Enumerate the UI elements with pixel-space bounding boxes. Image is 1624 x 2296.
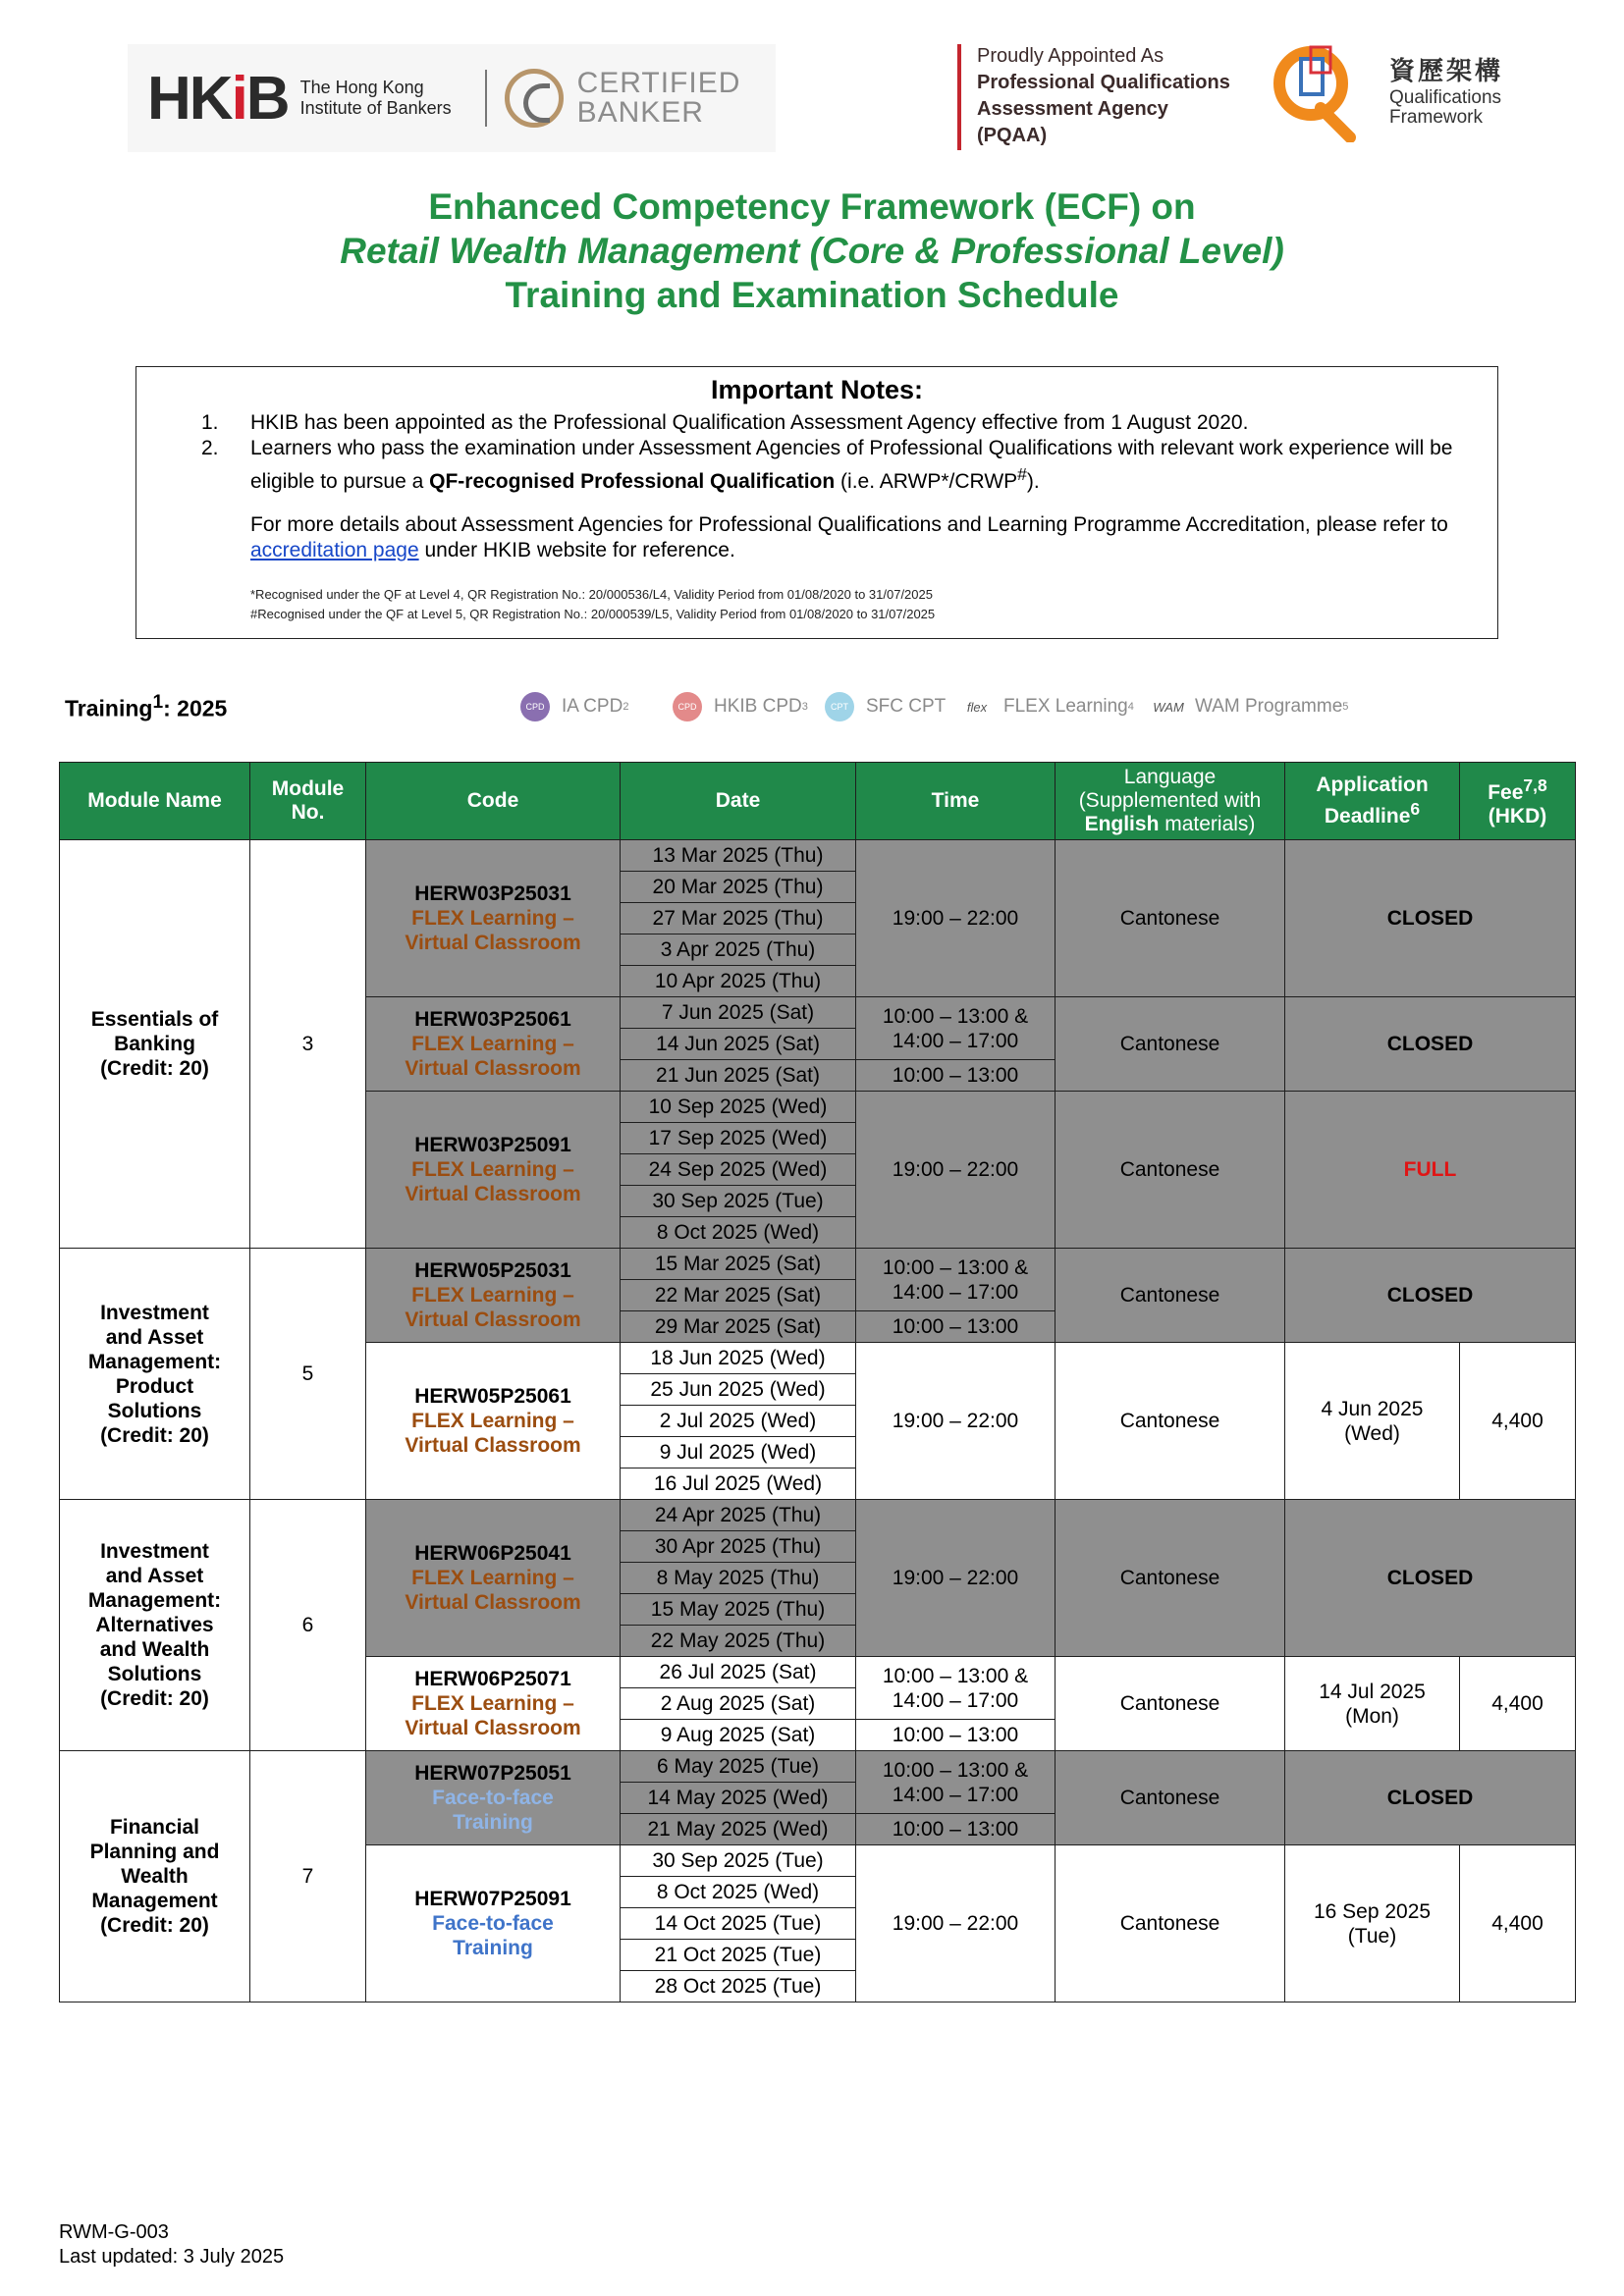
document-code: RWM-G-003 bbox=[59, 2221, 169, 2243]
class-time-cell bbox=[856, 1249, 1056, 1311]
class-code-cell bbox=[366, 1845, 621, 2002]
application-deadline-cell bbox=[1285, 1845, 1460, 2002]
module-name-line: Management: bbox=[87, 1350, 222, 1373]
class-time-cell bbox=[856, 1845, 1056, 2002]
hkib-cpd-icon: CPD bbox=[673, 692, 702, 721]
class-date: 8 Oct 2025 (Wed) bbox=[621, 1877, 856, 1908]
class-code: HERW07P25051 bbox=[414, 1762, 571, 1785]
class-code-cell bbox=[366, 1092, 621, 1249]
footnote-arwp: *Recognised under the QF at Level 4, QR Registration No.: 20/000536/L4, Validity Period from 01/08/2020 to 31/07/2025 bbox=[250, 587, 933, 602]
delivery-mode: Virtual Classroom bbox=[405, 932, 581, 954]
class-date: 22 May 2025 (Thu) bbox=[621, 1626, 856, 1657]
language-cell: Cantonese bbox=[1056, 997, 1285, 1092]
col-module-no-line-2: No. bbox=[291, 801, 325, 824]
certified-line-2: BANKER bbox=[576, 96, 704, 129]
application-deadline: 14 Jul 2025 bbox=[1319, 1680, 1426, 1703]
application-deadline: 4 Jun 2025 bbox=[1321, 1397, 1424, 1420]
application-deadline-cell bbox=[1285, 1657, 1460, 1751]
delivery-mode: Virtual Classroom bbox=[405, 1434, 581, 1457]
class-date: 29 Mar 2025 (Sat) bbox=[621, 1311, 856, 1343]
class-time: 19:00 – 22:00 bbox=[892, 1912, 1019, 1935]
module-name-line: (Credit: 20) bbox=[100, 1914, 209, 1937]
class-date: 14 Oct 2025 (Tue) bbox=[621, 1908, 856, 1940]
language-cell: Cantonese bbox=[1056, 1500, 1285, 1657]
class-code: HERW06P25071 bbox=[414, 1668, 571, 1690]
col-deadline-line-2: Deadline bbox=[1324, 805, 1411, 828]
class-time: 10:00 – 13:00 bbox=[892, 1818, 1019, 1841]
class-date: 9 Jul 2025 (Wed) bbox=[621, 1437, 856, 1468]
legend-superscript: 3 bbox=[801, 701, 808, 713]
class-time: 14:00 – 17:00 bbox=[892, 1783, 1019, 1806]
delivery-mode: Virtual Classroom bbox=[405, 1183, 581, 1205]
certified-banker-text bbox=[577, 69, 741, 128]
schedule-body bbox=[60, 840, 1576, 2002]
legend-item bbox=[673, 687, 808, 726]
page-footer bbox=[59, 2220, 284, 2269]
class-time-cell bbox=[856, 1060, 1056, 1092]
pqaa-line-4: (PQAA) bbox=[977, 125, 1048, 146]
class-date: 7 Jun 2025 (Sat) bbox=[621, 997, 856, 1029]
module-number-cell: 5 bbox=[250, 1249, 366, 1500]
delivery-mode: Training bbox=[453, 1937, 533, 1959]
class-date: 2 Aug 2025 (Sat) bbox=[621, 1688, 856, 1720]
language-cell: Cantonese bbox=[1056, 1845, 1285, 2002]
status-badge bbox=[1285, 1092, 1576, 1249]
status-text: CLOSED bbox=[1386, 907, 1474, 930]
pqaa-text bbox=[977, 43, 1230, 149]
class-time-cell bbox=[856, 1814, 1056, 1845]
language-cell: Cantonese bbox=[1056, 1751, 1285, 1845]
fee-cell: 4,400 bbox=[1460, 1343, 1576, 1500]
note-2-superscript: # bbox=[1017, 464, 1027, 484]
notes-heading: Important Notes: bbox=[711, 375, 923, 404]
class-time-cell bbox=[856, 1720, 1056, 1751]
class-date: 18 Jun 2025 (Wed) bbox=[621, 1343, 856, 1374]
language-cell: Cantonese bbox=[1056, 1343, 1285, 1500]
class-date: 24 Apr 2025 (Thu) bbox=[621, 1500, 856, 1531]
class-code: HERW06P25041 bbox=[414, 1542, 571, 1565]
note-3-text bbox=[250, 512, 1488, 563]
col-fee bbox=[1460, 763, 1576, 840]
page-title-line-2: Retail Wealth Management (Core & Professional Level) bbox=[340, 231, 1284, 271]
flex-learning-icon: flex bbox=[962, 692, 992, 721]
module-name-cell bbox=[60, 840, 250, 1249]
module-name-cell bbox=[60, 1751, 250, 2002]
module-number-cell: 3 bbox=[250, 840, 366, 1249]
page-title-line-3: Training and Examination Schedule bbox=[505, 275, 1119, 315]
class-date: 15 May 2025 (Thu) bbox=[621, 1594, 856, 1626]
last-updated: Last updated: 3 July 2025 bbox=[59, 2246, 285, 2268]
table-row bbox=[60, 1751, 1576, 1783]
module-name-line: and Wealth bbox=[99, 1638, 210, 1661]
class-date: 26 Jul 2025 (Sat) bbox=[621, 1657, 856, 1688]
page-title-line-1: Enhanced Competency Framework (ECF) on bbox=[428, 187, 1196, 227]
class-time-cell bbox=[856, 1092, 1056, 1249]
status-badge bbox=[1285, 1500, 1576, 1657]
certified-line-1: CERTIFIED bbox=[576, 67, 741, 99]
status-text: CLOSED bbox=[1386, 1787, 1474, 1809]
delivery-mode: FLEX Learning – bbox=[411, 1158, 574, 1181]
col-module-no bbox=[250, 763, 366, 840]
hkib-logo: HKiB bbox=[147, 64, 289, 133]
status-text: FULL bbox=[1403, 1158, 1457, 1181]
module-name-line: Wealth bbox=[121, 1865, 189, 1888]
note-1-number: 1. bbox=[201, 411, 219, 434]
qf-recognised-qualification: QF-recognised Professional Qualification bbox=[429, 470, 836, 493]
module-name-line: Product bbox=[115, 1374, 194, 1398]
application-deadline: 16 Sep 2025 bbox=[1313, 1899, 1432, 1923]
class-date: 14 Jun 2025 (Sat) bbox=[621, 1029, 856, 1060]
table-row bbox=[60, 1249, 1576, 1280]
fee-cell: 4,400 bbox=[1460, 1845, 1576, 2002]
application-deadline: (Mon) bbox=[1345, 1704, 1399, 1728]
class-date: 25 Jun 2025 (Wed) bbox=[621, 1374, 856, 1406]
class-date: 8 Oct 2025 (Wed) bbox=[621, 1217, 856, 1249]
hkib-certified-banker-logo bbox=[128, 44, 776, 152]
class-date: 9 Aug 2025 (Sat) bbox=[621, 1720, 856, 1751]
class-time-cell bbox=[856, 1500, 1056, 1657]
qf-english-name bbox=[1389, 88, 1501, 128]
col-code: Code bbox=[366, 763, 621, 840]
class-time-cell bbox=[856, 1657, 1056, 1720]
module-name-cell bbox=[60, 1500, 250, 1751]
class-code: HERW07P25091 bbox=[414, 1888, 571, 1910]
class-date: 30 Sep 2025 (Tue) bbox=[621, 1845, 856, 1877]
legend-item bbox=[825, 687, 946, 726]
status-text: CLOSED bbox=[1386, 1284, 1474, 1307]
logo-divider bbox=[485, 70, 487, 127]
class-code-cell bbox=[366, 1751, 621, 1845]
legend-item bbox=[520, 687, 628, 726]
class-code: HERW05P25061 bbox=[414, 1385, 571, 1408]
class-time: 10:00 – 13:00 & bbox=[882, 1255, 1029, 1279]
delivery-mode: Virtual Classroom bbox=[405, 1057, 581, 1080]
module-name-line: Management: bbox=[87, 1589, 222, 1612]
important-notes-box bbox=[135, 366, 1498, 639]
training-legend bbox=[520, 687, 1551, 726]
module-name-line: Alternatives bbox=[95, 1614, 214, 1636]
legend-superscript: 2 bbox=[623, 701, 629, 713]
institute-line-1: The Hong Kong bbox=[299, 78, 424, 97]
class-code: HERW03P25091 bbox=[414, 1134, 571, 1156]
class-time: 10:00 – 13:00 bbox=[892, 1724, 1019, 1746]
footnote-crwp: #Recognised under the QF at Level 5, QR Registration No.: 20/000539/L5, Validity Period from 01/08/2020 to 31/07/2025 bbox=[250, 607, 936, 621]
status-text: CLOSED bbox=[1386, 1033, 1474, 1055]
application-deadline: (Tue) bbox=[1347, 1924, 1397, 1948]
class-date: 14 May 2025 (Wed) bbox=[621, 1783, 856, 1814]
qf-en-line-1: Qualifications bbox=[1389, 87, 1502, 108]
fee-cell: 4,400 bbox=[1460, 1657, 1576, 1751]
class-time: 19:00 – 22:00 bbox=[892, 907, 1019, 930]
module-number-cell: 7 bbox=[250, 1751, 366, 2002]
pqaa-line-2: Professional Qualifications bbox=[977, 72, 1230, 93]
language-cell: Cantonese bbox=[1056, 1657, 1285, 1751]
schedule-table bbox=[59, 762, 1576, 2002]
table-header-row bbox=[60, 763, 1576, 840]
module-name-line: Investment bbox=[100, 1301, 209, 1324]
legend-label: IA CPD bbox=[562, 696, 623, 717]
delivery-mode: FLEX Learning – bbox=[411, 1410, 574, 1432]
col-language-line-1: Language bbox=[1123, 766, 1217, 788]
training-word: Training bbox=[65, 695, 153, 721]
class-date: 13 Mar 2025 (Thu) bbox=[621, 840, 856, 872]
status-badge bbox=[1285, 840, 1576, 997]
class-date: 15 Mar 2025 (Sat) bbox=[621, 1249, 856, 1280]
module-name-line: and Asset bbox=[105, 1565, 204, 1587]
language-cell: Cantonese bbox=[1056, 840, 1285, 997]
class-date: 17 Sep 2025 (Wed) bbox=[621, 1123, 856, 1154]
ia-cpd-icon: CPD bbox=[520, 692, 550, 721]
class-time: 14:00 – 17:00 bbox=[892, 1688, 1019, 1712]
class-time: 10:00 – 13:00 bbox=[892, 1315, 1019, 1338]
legend-label: FLEX Learning bbox=[1003, 696, 1128, 717]
training-superscript: 1 bbox=[152, 692, 164, 713]
class-code-cell bbox=[366, 840, 621, 997]
module-name-line: Management bbox=[91, 1890, 218, 1912]
application-deadline-cell bbox=[1285, 1343, 1460, 1500]
class-time: 10:00 – 13:00 & bbox=[882, 1664, 1029, 1687]
class-date: 16 Jul 2025 (Wed) bbox=[621, 1468, 856, 1500]
note-3-part-a: For more details about Assessment Agencies for Professional Qualifications and Learning Programme Accreditation, please refer to bbox=[250, 513, 1448, 536]
col-module-name: Module Name bbox=[60, 763, 250, 840]
module-name-line: Banking bbox=[114, 1033, 195, 1055]
table-row bbox=[60, 1500, 1576, 1531]
col-date: Date bbox=[621, 763, 856, 840]
delivery-mode: Face-to-face bbox=[432, 1787, 554, 1809]
class-time: 10:00 – 13:00 & bbox=[882, 1758, 1029, 1782]
status-badge bbox=[1285, 1249, 1576, 1343]
class-code: HERW03P25031 bbox=[414, 882, 571, 905]
delivery-mode: Virtual Classroom bbox=[405, 1308, 581, 1331]
col-language bbox=[1056, 763, 1285, 840]
class-date: 21 May 2025 (Wed) bbox=[621, 1814, 856, 1845]
module-name-line: Financial bbox=[109, 1816, 200, 1839]
class-date: 3 Apr 2025 (Thu) bbox=[621, 934, 856, 966]
note-2-text bbox=[250, 436, 1488, 495]
class-date: 24 Sep 2025 (Wed) bbox=[621, 1154, 856, 1186]
class-date: 30 Apr 2025 (Thu) bbox=[621, 1531, 856, 1563]
application-deadline: (Wed) bbox=[1344, 1421, 1400, 1445]
training-year-label bbox=[65, 692, 227, 722]
class-date: 27 Mar 2025 (Thu) bbox=[621, 903, 856, 934]
class-date: 21 Jun 2025 (Sat) bbox=[621, 1060, 856, 1092]
qf-en-line-2: Framework bbox=[1389, 107, 1484, 128]
class-time: 19:00 – 22:00 bbox=[892, 1567, 1019, 1589]
delivery-mode: Virtual Classroom bbox=[405, 1591, 581, 1614]
qualifications-framework-icon bbox=[1272, 39, 1360, 142]
module-name-line: Investment bbox=[100, 1540, 209, 1563]
class-code: HERW05P25031 bbox=[414, 1259, 571, 1282]
delivery-mode: Face-to-face bbox=[432, 1912, 554, 1935]
pqaa-line-3: Assessment Agency bbox=[977, 98, 1168, 120]
legend-label: SFC CPT bbox=[866, 696, 947, 717]
class-code-cell bbox=[366, 997, 621, 1092]
legend-label: HKIB CPD bbox=[714, 696, 802, 717]
pqaa-line-1: Proudly Appointed As bbox=[977, 45, 1164, 67]
class-code: HERW03P25061 bbox=[414, 1008, 571, 1031]
class-time-cell bbox=[856, 840, 1056, 997]
col-language-line-3: materials) bbox=[1159, 813, 1256, 835]
module-name-line: and Asset bbox=[105, 1325, 204, 1349]
language-cell: Cantonese bbox=[1056, 1092, 1285, 1249]
class-time: 14:00 – 17:00 bbox=[892, 1280, 1019, 1304]
class-time: 10:00 – 13:00 & bbox=[882, 1004, 1029, 1028]
qf-chinese-name: 資歷架構 bbox=[1389, 57, 1504, 86]
language-cell: Cantonese bbox=[1056, 1249, 1285, 1343]
class-time: 10:00 – 13:00 bbox=[892, 1064, 1019, 1087]
legend-superscript: 4 bbox=[1127, 701, 1134, 713]
note-2-number: 2. bbox=[201, 437, 219, 459]
training-year: : 2025 bbox=[163, 695, 228, 721]
institute-line-2: Institute of Bankers bbox=[299, 98, 452, 118]
delivery-mode: FLEX Learning – bbox=[411, 907, 574, 930]
class-code-cell bbox=[366, 1500, 621, 1657]
col-deadline-superscript: 6 bbox=[1410, 799, 1421, 819]
red-divider bbox=[957, 44, 961, 150]
class-date: 6 May 2025 (Tue) bbox=[621, 1751, 856, 1783]
col-fee-line-1: Fee bbox=[1488, 781, 1524, 804]
delivery-mode: FLEX Learning – bbox=[411, 1692, 574, 1715]
col-language-line-2: (Supplemented with bbox=[1078, 789, 1262, 812]
table-row bbox=[60, 840, 1576, 872]
delivery-mode: FLEX Learning – bbox=[411, 1284, 574, 1307]
class-date: 30 Sep 2025 (Tue) bbox=[621, 1186, 856, 1217]
pqaa-qf-logo bbox=[957, 39, 1527, 152]
class-code-cell bbox=[366, 1249, 621, 1343]
class-date: 2 Jul 2025 (Wed) bbox=[621, 1406, 856, 1437]
module-name-line: Solutions bbox=[107, 1663, 202, 1685]
class-time-cell bbox=[856, 997, 1056, 1060]
module-name-line: Essentials of bbox=[90, 1008, 219, 1031]
status-badge bbox=[1285, 997, 1576, 1092]
note-2-part-b: (i.e. ARWP*/CRWP bbox=[835, 470, 1018, 493]
accreditation-page-link[interactable]: accreditation page bbox=[250, 539, 419, 561]
class-date: 10 Sep 2025 (Wed) bbox=[621, 1092, 856, 1123]
note-3-part-b: under HKIB website for reference. bbox=[418, 539, 735, 561]
class-time-cell bbox=[856, 1311, 1056, 1343]
legend-item bbox=[1154, 687, 1348, 726]
class-code-cell bbox=[366, 1343, 621, 1500]
module-name-line: Solutions bbox=[107, 1399, 202, 1422]
note-2-part-a: Learners who pass the examination under Assessment Agencies of Professional Qualifications with relevant work experience will be eligible to pursue a bbox=[250, 437, 1453, 493]
col-time: Time bbox=[856, 763, 1056, 840]
module-number-cell: 6 bbox=[250, 1500, 366, 1751]
wam-programme-icon: WAM bbox=[1154, 692, 1183, 721]
certified-banker-icon bbox=[505, 69, 564, 128]
delivery-mode: Training bbox=[453, 1811, 533, 1834]
status-badge bbox=[1285, 1751, 1576, 1845]
legend-label: WAM Programme bbox=[1195, 696, 1343, 717]
module-name-line: (Credit: 20) bbox=[100, 1057, 209, 1080]
module-name-line: Planning and bbox=[89, 1841, 220, 1863]
class-date: 22 Mar 2025 (Sat) bbox=[621, 1280, 856, 1311]
module-name-line: (Credit: 20) bbox=[100, 1423, 209, 1447]
class-time: 19:00 – 22:00 bbox=[892, 1158, 1019, 1181]
module-name-cell bbox=[60, 1249, 250, 1500]
class-date: 8 May 2025 (Thu) bbox=[621, 1563, 856, 1594]
col-fee-line-2: (HKD) bbox=[1488, 805, 1547, 828]
class-date: 21 Oct 2025 (Tue) bbox=[621, 1940, 856, 1971]
class-time: 19:00 – 22:00 bbox=[892, 1410, 1019, 1432]
delivery-mode: FLEX Learning – bbox=[411, 1567, 574, 1589]
status-text: CLOSED bbox=[1386, 1567, 1474, 1589]
sfc-cpt-icon: CPT bbox=[825, 692, 854, 721]
col-module-no-line-1: Module bbox=[271, 777, 345, 800]
note-2-part-c: ). bbox=[1026, 470, 1040, 493]
delivery-mode: Virtual Classroom bbox=[405, 1717, 581, 1739]
col-deadline-line-1: Application bbox=[1316, 774, 1429, 796]
legend-item bbox=[962, 687, 1134, 726]
class-time: 14:00 – 17:00 bbox=[892, 1029, 1019, 1052]
class-date: 28 Oct 2025 (Tue) bbox=[621, 1971, 856, 2002]
class-date: 20 Mar 2025 (Thu) bbox=[621, 872, 856, 903]
delivery-mode: FLEX Learning – bbox=[411, 1033, 574, 1055]
legend-superscript: 5 bbox=[1342, 701, 1349, 713]
class-time-cell bbox=[856, 1751, 1056, 1814]
class-date: 10 Apr 2025 (Thu) bbox=[621, 966, 856, 997]
col-deadline bbox=[1285, 763, 1460, 840]
institute-name bbox=[300, 78, 467, 119]
schedule-table-wrapper bbox=[59, 762, 1576, 2002]
col-fee-superscript: 7,8 bbox=[1523, 775, 1547, 795]
class-time-cell bbox=[856, 1343, 1056, 1500]
col-language-english: English bbox=[1084, 813, 1160, 835]
module-name-line: (Credit: 20) bbox=[100, 1687, 209, 1710]
note-1-text: HKIB has been appointed as the Professional Qualification Assessment Agency effective from 1 August 2020. bbox=[250, 411, 1249, 434]
class-code-cell bbox=[366, 1657, 621, 1751]
